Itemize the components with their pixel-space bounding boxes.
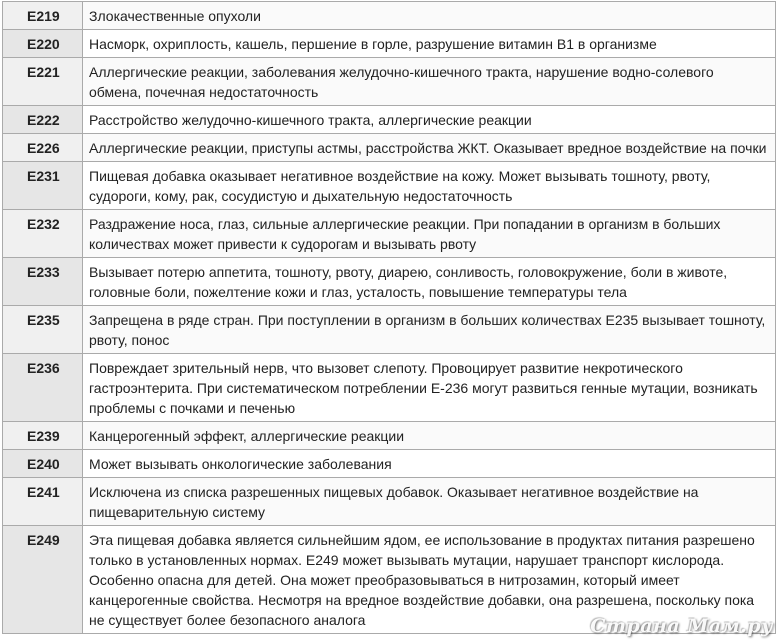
additive-effects-cell: Злокачественные опухоли (83, 2, 776, 30)
additive-code-cell: E239 (3, 422, 83, 450)
additive-effects-cell: Раздражение носа, глаз, сильные аллергические реакции. При попадании в организм в больших количествах может привести к судорогам и вызывать рвоту (83, 210, 776, 258)
additive-effects-cell: Аллергические реакции, заболевания желудочно-кишечного тракта, нарушение водно-солевого обмена, почечная недостаточность (83, 58, 776, 106)
table-row (3, 478, 776, 526)
additive-code-cell: E221 (3, 58, 83, 106)
additives-table (2, 1, 776, 634)
additives-table-body (3, 2, 776, 634)
additive-effects-cell: Вызывает потерю аппетита, тошноту, рвоту, диарею, сонливость, головокружение, боли в животе, головные боли, пожелтение кожи и глаз, усталость, повышение температуры тела (83, 258, 776, 306)
table-row (3, 526, 776, 634)
additive-effects-cell: Пищевая добавка оказывает негативное воздействие на кожу. Может вызывать тошноту, рвоту, судороги, кому, рак, сосудистую и дыхательную недостаточность (83, 162, 776, 210)
additive-code-cell: E235 (3, 306, 83, 354)
table-row (3, 30, 776, 58)
table-row (3, 354, 776, 422)
table-row (3, 306, 776, 354)
table-row (3, 162, 776, 210)
additive-code-cell: E232 (3, 210, 83, 258)
table-row (3, 106, 776, 134)
additive-effects-cell: Повреждает зрительный нерв, что вызовет слепоту. Провоцирует развитие некротического гастроэнтерита. При систематическом потреблении Е-236 могут развиться генные мутации, возникать проблемы с почками и печенью (83, 354, 776, 422)
additive-effects-cell: Канцерогенный эффект, аллергические реакции (83, 422, 776, 450)
additive-effects-cell: Насморк, охриплость, кашель, першение в горле, разрушение витамин В1 в организме (83, 30, 776, 58)
additive-effects-cell: Запрещена в ряде стран. При поступлении в организм в больших количествах Е235 вызывает тошноту, рвоту, понос (83, 306, 776, 354)
additive-effects-cell: Расстройство желудочно-кишечного тракта, аллергические реакции (83, 106, 776, 134)
additive-code-cell: E233 (3, 258, 83, 306)
table-row (3, 258, 776, 306)
additive-code-cell: E220 (3, 30, 83, 58)
table-row (3, 422, 776, 450)
table-row (3, 58, 776, 106)
additive-code-cell: E236 (3, 354, 83, 422)
additive-effects-cell: Аллергические реакции, приступы астмы, расстройства ЖКТ. Оказывает вредное воздействие на почки (83, 134, 776, 162)
table-row (3, 2, 776, 30)
additive-code-cell: E226 (3, 134, 83, 162)
table-row (3, 210, 776, 258)
site-watermark: Страна Мам.ру (590, 615, 773, 637)
additive-effects-cell: Эта пищевая добавка является сильнейшим ядом, ее использование в продуктах питания разрешено только в установленных нормах. Е249 может вызывать мутации, нарушает транспорт кислорода. Особенно опасна для детей. Она может преобразовываться в нитрозамин, который имеет канцерогенные свойства. Несмотря на вредное воздействие добавки, она разрешена, поскольку пока не существует более безопасного аналога (83, 526, 776, 634)
additive-code-cell: E231 (3, 162, 83, 210)
additive-code-cell: E240 (3, 450, 83, 478)
additive-effects-cell: Исключена из списка разрешенных пищевых добавок. Оказывает негативное воздействие на пищеварительную систему (83, 478, 776, 526)
additive-code-cell: E222 (3, 106, 83, 134)
additive-code-cell: E241 (3, 478, 83, 526)
additive-code-cell: E219 (3, 2, 83, 30)
additive-code-cell: E249 (3, 526, 83, 634)
table-row (3, 134, 776, 162)
additive-effects-cell: Может вызывать онкологические заболевания (83, 450, 776, 478)
table-row (3, 450, 776, 478)
